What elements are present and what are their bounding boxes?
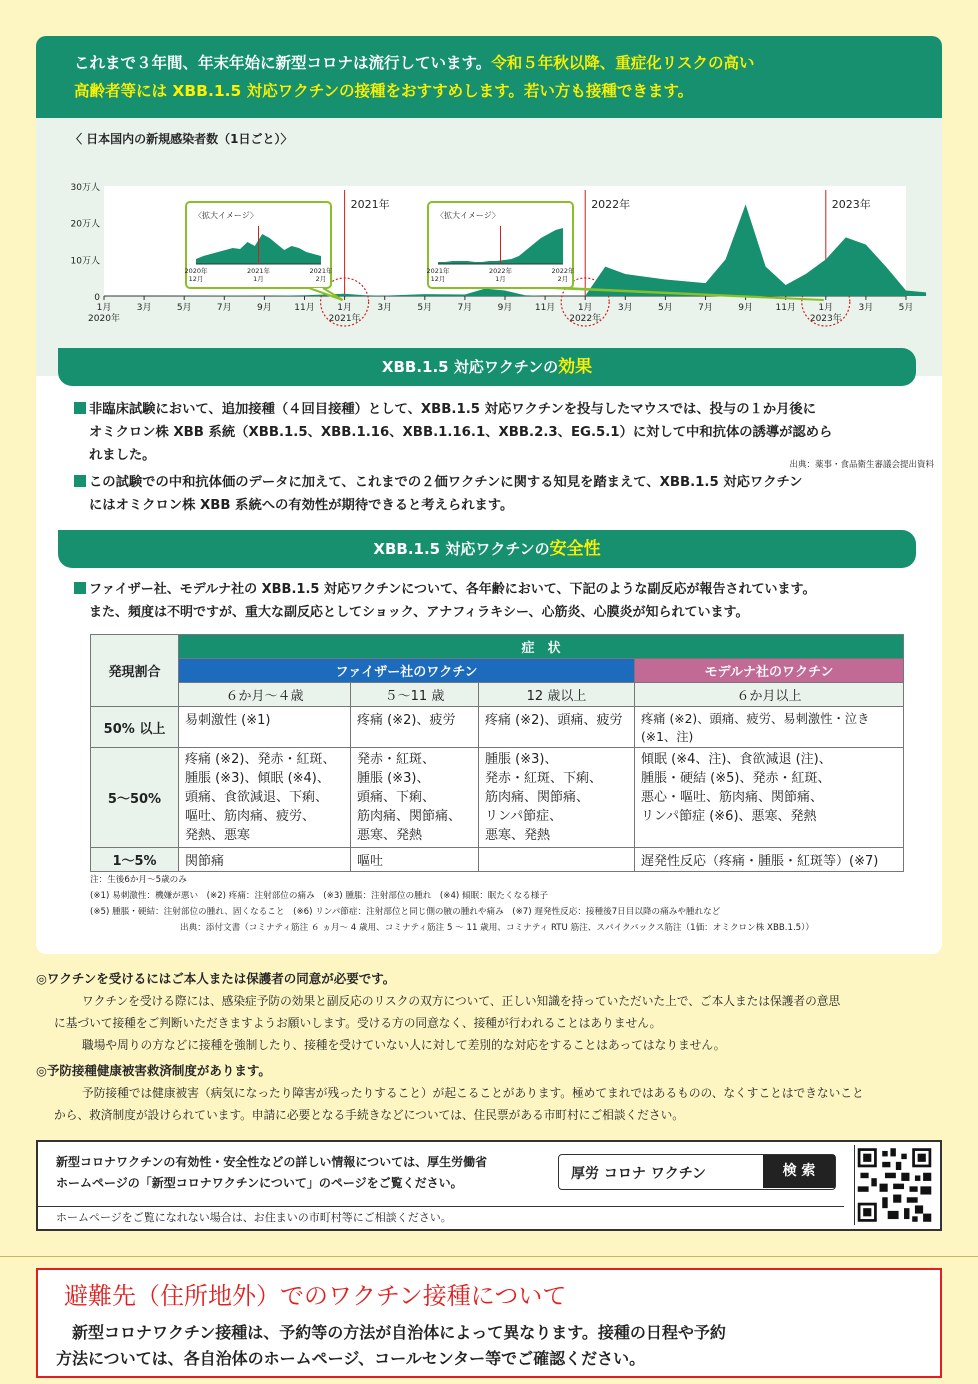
moderna-header: モデルナ社のワクチン: [635, 659, 904, 683]
x-tick-label: 9月: [738, 303, 753, 313]
x-tick-label: 7月: [698, 303, 713, 313]
banner-text: これまで３年間、年末年始に新型コロナは流行しています。: [74, 54, 492, 72]
x-tick-label: 11月: [534, 303, 556, 313]
x-tick-label: 1月: [96, 303, 112, 313]
x-tick-label: 3月: [136, 303, 152, 313]
x-tick-label: 1月: [577, 303, 593, 313]
inset-x-label: 2022年: [551, 267, 575, 275]
effect-heading: XBB.1.5 対応ワクチンの効果: [58, 348, 916, 386]
year-marker-label: 2022年: [591, 198, 631, 211]
y-tick-label: 30万人: [70, 183, 100, 193]
x-tick-label: 9月: [497, 303, 513, 313]
x-tick-label: 2023年: [809, 314, 842, 324]
table-notes: 注：生後6か月～5歳のみ (※1) 易刺激性：機嫌が悪い (※2) 疼痛：注射部位の痛み (※3) 腫脹：注射部位の腫れ (※4) 傾眠：眠たくなる様子 (※5) 腫脹・硬結：注射部位の腫れ、固くなること (※6) リンパ節症：注射部位と同じ側の腋の腫れや痛み (※7) 遅発性反応：接種後7日目以降の痛みや腫れなど 出典：添付文書（コミナティ筋注 ６ ヵ月～ 4 歳用、コミナティ筋注 5 ～ 11 歳用、コミナティ RTU 筋注、スパイクバックス筋注（1価：オミクロン株 XBB.1.5））: [90, 875, 815, 933]
info-box: [36, 1140, 942, 1231]
top-banner: [36, 36, 942, 118]
infection-chart: [36, 144, 942, 374]
x-tick-label: 1月: [818, 303, 834, 313]
x-tick-label: 2020年: [88, 314, 120, 324]
inset-title: 〈拡大イメージ〉: [194, 211, 258, 220]
evacuation-title: 避難先（住所地外）でのワクチン接種について: [64, 1282, 567, 1310]
side-effect-table: [90, 634, 904, 872]
pfizer-header: ファイザー社のワクチン: [179, 659, 635, 683]
main-card: [36, 36, 942, 954]
info-text: 新型コロナワクチンの有効性・安全性などの詳しい情報については、厚生労働省 ホームページの「新型コロナワクチンについて」のページをご覧ください。: [56, 1155, 488, 1190]
inset-x-label: 12月: [188, 275, 204, 283]
inset-x-label: 1月: [253, 275, 264, 283]
x-tick-label: 7月: [457, 303, 473, 313]
info-note: ホームページをご覧になれない場合は、お住まいの市町村等にご相談ください。: [56, 1211, 452, 1224]
table-row: 1～5% 関節痛 嘔吐 遅発性反応（疼痛・腫脹・紅斑等）(※7): [91, 848, 904, 872]
age-header: ６か月以上: [635, 683, 904, 707]
chart-area: [36, 118, 942, 376]
x-tick-label: 5月: [176, 303, 192, 313]
inset-x-label: 2月: [557, 275, 569, 283]
x-tick-label: 1月: [337, 303, 352, 313]
inset-x-label: 2021年: [309, 267, 333, 275]
evacuation-notice: [36, 1268, 942, 1378]
x-tick-label: 2022年: [569, 314, 602, 324]
bullet-square-icon: [74, 475, 86, 487]
table-row: 50% 以上 易刺激性 (※1) 疼痛 (※2)、疲労 疼痛 (※2)、頭痛、疲労 疼痛 (※2)、頭痛、疲労、易刺激性・泣き (※1、注): [91, 707, 904, 748]
effect-bullets: 非臨床試験において、追加接種（４回目接種）として、XBB.1.5 対応ワクチンを投与したマウスでは、投与の１か月後に オミクロン株 XBB 系統（XBB.1.5、XBB.1.16、XBB.1.16.1、XBB.2.3、EG.5.1）に対して中和抗体の誘導が認めら れました。 出典：薬事・食品衛生審議会提出資料 この試験での中和抗体価のデータに加えて、これまでの２価ワクチンに関する知見を踏まえて、XBB.1.5 対応ワクチン にはオミクロン株 XBB 系統への有効性が期待できると考えられます。: [74, 398, 904, 517]
bullet-square-icon: [74, 582, 86, 594]
inset-x-label: 2020年: [184, 267, 208, 275]
inset-x-label: 12月: [430, 275, 446, 283]
search-keyword: 厚労 コロナ ワクチン: [571, 1166, 707, 1182]
qr-code-icon[interactable]: [854, 1145, 934, 1225]
y-tick-label: 20万人: [70, 219, 100, 230]
banner-highlight-2: 高齢者等には XBB.1.5 対応ワクチンの接種をおすすめします。若い方も接種できます。: [74, 82, 694, 100]
x-tick-label: 5月: [658, 303, 673, 313]
x-tick-label: 7月: [216, 303, 232, 313]
chart-title: 〈 日本国内の新規感染者数（1日ごと）〉: [70, 132, 293, 146]
age-header: ６か月～４歳: [179, 683, 351, 707]
x-tick-label: 2021年: [328, 314, 361, 324]
x-tick-label: 11月: [775, 303, 796, 313]
banner-highlight: 令和５年秋以降、重症化リスクの高い: [491, 54, 755, 72]
inset-x-label: 2021年: [246, 267, 271, 275]
search-button[interactable]: 検 索: [763, 1155, 835, 1188]
year-marker-label: 2023年: [831, 198, 871, 211]
age-header: ５～11 歳: [351, 683, 479, 707]
year-marker-label: 2021年: [350, 198, 390, 211]
inset-x-label: 2022年: [488, 267, 513, 275]
relief-section: ◎予防接種健康被害救済制度があります。 予防接種では健康被害（病気になったり障害が残ったりすること）が起こることがあります。極めてまれではあるものの、なくすことはできないこと から、救済制度が設けられています。申請に必要となる手続きなどについては、住民票がある市町村にご相談ください。: [36, 1063, 864, 1122]
table-row: 5～50% 疼痛 (※2)、発赤・紅斑、 腫脹 (※3)、傾眠 (※4)、 頭痛、食欲減退、下痢、 嘔吐、筋肉痛、疲労、 発熱、悪寒 発赤・紅斑、 腫脹 (※3)、 頭痛、下痢、 筋肉痛、関節痛、 悪寒、発熱 腫脹 (※3)、 発赤・紅斑、下痢、 筋肉痛、関節痛、 リンパ節症、 悪寒、発熱 傾眠 (※4、注)、食欲減退 (注)、 腫脹・硬結 (※5)、発赤・紅斑、 悪心・嘔吐、筋肉痛、関節痛、 リンパ節症 (※6)、悪寒、発熱: [91, 748, 904, 848]
inset-title: 〈拡大イメージ〉: [436, 211, 500, 220]
inset-x-label: 2月: [315, 275, 327, 283]
bullet-square-icon: [74, 402, 86, 414]
effect-source: 出典：薬事・食品衛生審議会提出資料: [789, 460, 934, 470]
x-tick-label: 5月: [417, 303, 433, 313]
symptom-header: 症 状: [179, 635, 904, 659]
rate-header: 発現割合: [91, 635, 179, 707]
inset-x-label: 2021年: [426, 267, 450, 275]
x-tick-label: 3月: [858, 303, 874, 313]
age-header: 12 歳以上: [479, 683, 635, 707]
x-tick-label: 3月: [617, 303, 633, 313]
safety-bullets: ファイザー社、モデルナ社の XBB.1.5 対応ワクチンについて、各年齢において、下記のような副反応が報告されています。 また、頻度は不明ですが、重大な副反応としてショック、アナフィラキシー、心筋炎、心膜炎が知られています。: [74, 578, 904, 624]
x-tick-label: 11月: [294, 303, 315, 313]
x-tick-label: 9月: [257, 303, 272, 313]
evacuation-body: 新型コロナワクチン接種は、予約等の方法が自治体によって異なります。接種の日程や予約 方法については、各自治体のホームページ、コールセンター等でご確認ください。: [56, 1323, 726, 1368]
search-box[interactable]: [558, 1154, 836, 1190]
y-tick-label: 10万人: [70, 256, 100, 267]
consent-section: ◎ワクチンを受けるにはご本人または保護者の同意が必要です。 ワクチンを受ける際には、感染症予防の効果と副反応のリスクの双方について、正しい知識を持っていただいた上で、ご本人または保護者の意思 に基づいて接種をご判断いただきますようお願いします。受ける方の同意なく、接種が行われることはありません。 職場や周りの方などに接種を強制したり、接種を受けていない人に対して差別的な対応をすることはあってはなりません。: [36, 971, 841, 1052]
y-tick-label: 0: [94, 293, 100, 303]
x-tick-label: 5月: [898, 303, 914, 313]
safety-heading: XBB.1.5 対応ワクチンの安全性: [58, 530, 916, 568]
x-tick-label: 3月: [377, 303, 393, 313]
inset-x-label: 1月: [495, 275, 506, 283]
